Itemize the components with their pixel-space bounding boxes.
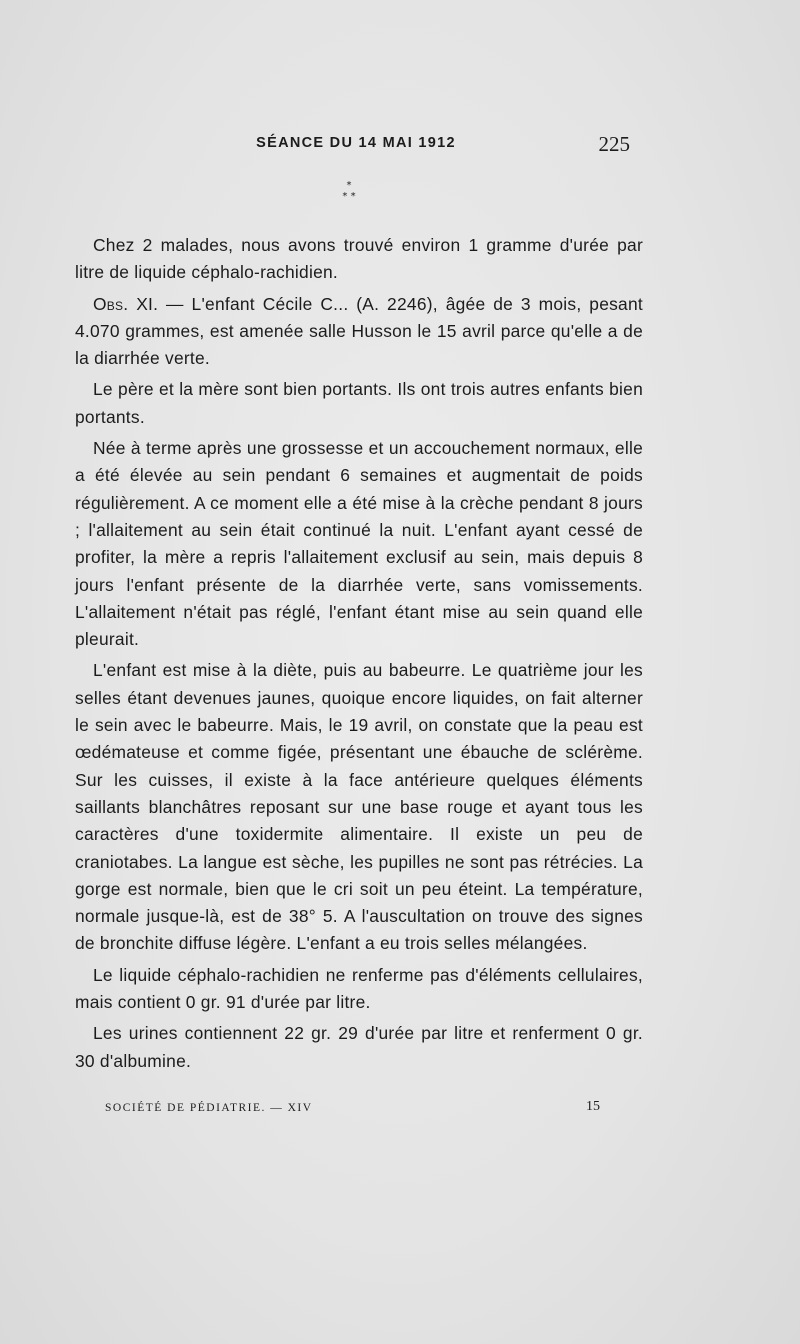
paragraph-treatment: L'enfant est mise à la diète, puis au babeurre. Le quatrième jour les selles étant devenues jaunes, quoique encore liquides, on fait alterner le sein avec le babeurre. Mais, le 19 avril, on constate que la peau est œdémateuse et comme figée, présentant une ébauche de sclérème. Sur les cuisses, il existe à la face antérieure quelques éléments saillants blanchâtres reposant sur une base rouge et ayant tous les caractères d'une toxidermite alimentaire. Il existe un peu de craniotabes. La langue est sèche, les pupilles ne sont pas rétrécies. La gorge est normale, bien que le cri soit un peu éteint. La température, normale jusque-là, est de 38° 5. A l'auscultation on trouve des signes de bronchite diffuse légère. L'enfant a eu trois selles mélangées. — [75, 660, 643, 954]
page-footer — [100, 1099, 600, 1119]
paragraph-intro: Chez 2 malades, nous avons trouvé environ 1 gramme d'urée par litre de liquide céphalo-rachidien. — [75, 235, 643, 283]
asterism — [326, 180, 372, 212]
paragraph-observation — [75, 291, 643, 373]
observation-text: L'enfant Cécile C... (A. 2246), âgée de 3 mois, pesant 4.070 grammes, est amenée salle Husson le 15 avril parce qu'elle a de la diarrhée verte. — [75, 293, 643, 369]
paragraph-history: Née à terme après une grossesse et un accouchement normaux, elle a été élevée au sein pendant 6 semaines et augmentait de poids régulièrement. A ce moment elle a été mise à la crèche pendant 8 jours ; l'allaitement au sein était continué la nuit. L'enfant ayant cessé de profiter, la mère a repris l'allaitement exclusif au sein, mais depuis 8 jours l'enfant présente de la diarrhée verte, sans vomissements. L'allaitement n'était pas réglé, l'enfant étant mise au sein quand elle pleurait. — [75, 438, 643, 650]
paragraph-urine: Les urines contiennent 22 gr. 29 d'urée par litre et renferment 0 gr. 30 d'albumine. — [75, 1023, 643, 1071]
paragraph-csf: Le liquide céphalo-rachidien ne renferme pas d'éléments cellulaires, mais contient 0 gr. 91 d'urée par litre. — [75, 964, 643, 1013]
asterism-top: * — [346, 180, 352, 191]
running-head — [82, 132, 630, 158]
paragraph-parents: Le père et la mère sont bien portants. Ils ont trois autres enfants bien portants. — [75, 379, 643, 427]
footer-signature: 15 — [586, 1099, 600, 1114]
running-title: SÉANCE DU 14 MAI 1912 — [256, 135, 456, 151]
footer-journal: SOCIÉTÉ DE PÉDIATRIE. — XIV — [105, 1102, 313, 1114]
observation-label: Obs. XI. — — [93, 293, 184, 314]
asterism-bottom: * * — [342, 191, 356, 202]
body-text — [75, 232, 643, 1079]
page-number: 225 — [598, 132, 630, 156]
